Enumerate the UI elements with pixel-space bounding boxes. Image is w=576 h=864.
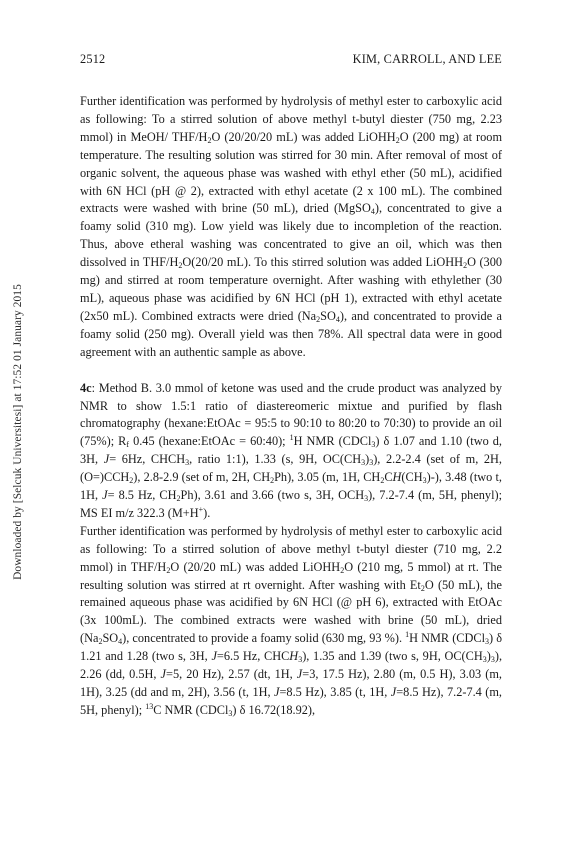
running-head-authors: KIM, CARROLL, AND LEE [352, 52, 502, 66]
download-note-text: Downloaded by [Selcuk Universitesi] at 17:52 01 January 2015 [12, 284, 24, 580]
page-number: 2512 [80, 52, 106, 66]
compound-label: 4c [80, 380, 92, 395]
paragraph-compound-4c: 4c: Method B. 3.0 mmol of ketone was used and the crude product was analyzed by NMR to show 1.5:1 ratio of diastereomeric mixtue and purified by flash chromatography (hexane:EtOAc = 95:5 to 90:10 to 80:20 to 70:30) to provide an oil (75%); $R_f$ 0.45 (hexane:EtOAc = 60:40); $^1$H NMR (CDCl$_3$) δ 1.07 and 1.10 (two d, 3H, J= 6Hz, $CHCH_3$, ratio 1:1), 1.33 (s, 9H, $OC(CH_3)_3$), 2.2-2.4 (set of m, 2H, $(O=)CCH_2$), 2.8-2.9 (set of m, 2H, $CH_2Ph$), 3.05 (m, 1H, $CH_2CH(CH_3)-$), 3.48 (two t, 1H, J= 8.5 Hz, $CH_2Ph$), 3.61 and 3.66 (two s, 3H, $OCH_3$), 7.2-7.4 (m, 5H, phenyl); MS EI m/z 322.3 (M+H+). [80, 380, 502, 520]
page-header [80, 52, 502, 68]
download-watermark [10, 222, 26, 642]
paragraph-hydrolysis-method-a: Further identification was performed by hydrolysis of methyl ester to carboxylic acid as following: To a stirred solution of above methyl t-butyl diester (750 mg, 2.23 mmol) in MeOH/ THF/$H_2O$ (20/20/20 mL) was added LiOHH$_2$O (200 mg) at room temperature. The resulting solution was stirred for 30 min. After removal of most of organic solvent, the aqueous phase was washed with ethyl ether (50 mL), acidified with 6N HCl (pH @ 2), extracted with ethyl acetate (2 x 100 mL). The combined extracts were washed with brine (50 mL), dried (MgSO$_4$), concentrated to give a foamy solid (310 mg). Low yield was likely due to incompletion of the reaction. Thus, above etheral washing was concentrated to give an oil, which was then dissolved in THF/$H_2O(20/20$ mL). To this stirred solution was added LiOHH$_2$O (300 mg) and stirred at room temperature overnight. After washing with ethylether (30 mL), aqueous phase was acidified by 6N HCl (pH 1), extracted with ethyl acetate (2x50 mL). Combined extracts were dried $(Na_2SO_4)$, and concentrated to provide a foamy solid (250 mg). Overall yield was then 78%. All spectral data were in good agreement with an authentic sample as above. [80, 94, 503, 359]
paragraph-gap [80, 362, 502, 380]
article-body [80, 93, 502, 720]
paragraph-hydrolysis-method-b: Further identification was performed by hydrolysis of methyl ester to carboxylic acid as following: To a stirred solution of above methyl t-butyl diester (710 mg, 2.2 mmol) in THF/$H_2O$ (20/20 mL) was added LiOHH$_2$O (210 mg, 5 mmol) at rt. The resulting solution was stirred at rt overnight. After washing with $Et_2O$ (50 mL), the remained aqueous phase was acidified by 6N HCl (@ pH 6), extracted with EtOAc (3x 100mL). The combined extracts were washed with brine (50 mL), dried $(Na_2SO_4)$, concentrated to provide a foamy solid (630 mg, 93 %). $^1$H NMR (CDCl$_3$) δ 1.21 and 1.28 (two s, 3H, J=6.5 Hz, $CHCH_3$), 1.35 and 1.39 (two s, 9H, $OC(CH_3)_3$), 2.26 (dd, 0.5H, J=5, 20 Hz), 2.57 (dt, 1H, J=3, 17.5 Hz), 2.80 (m, 0.5 H), 3.03 (m, 1H), 3.25 (dd and m, 2H), 3.56 (t, 1H, J=8.5 Hz), 3.85 (t, 1H, J=8.5 Hz), 7.2-7.4 (m, 5H, phenyl); $^{13}$C NMR (CDCl$_3$) δ 16.72(18.92), [80, 523, 503, 718]
